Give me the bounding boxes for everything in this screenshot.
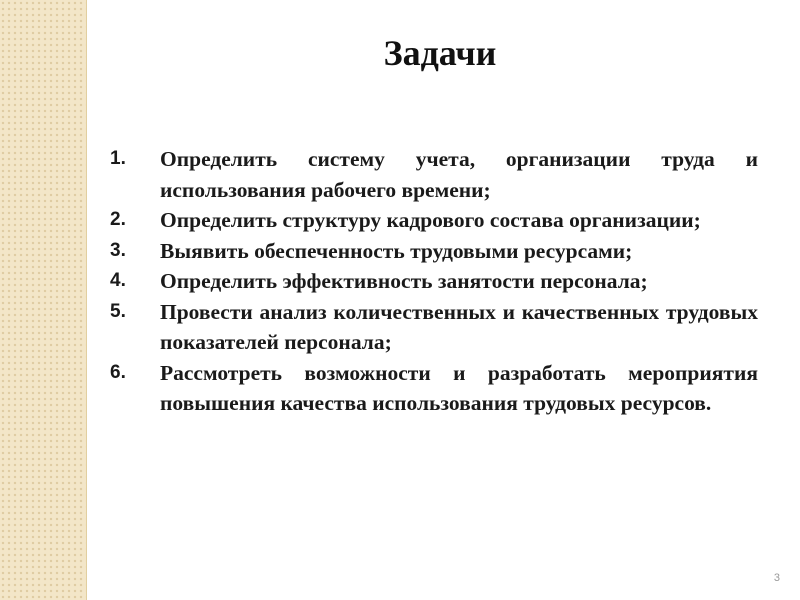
task-text: Определить эффективность занятости персонала; — [160, 269, 648, 293]
slide-title: Задачи — [383, 33, 497, 73]
task-number: 3. — [110, 239, 126, 261]
task-number: 4. — [110, 270, 126, 291]
decorative-side-strip — [0, 0, 87, 600]
task-item — [110, 205, 758, 236]
task-item — [110, 266, 758, 297]
task-text: Провести анализ количественных и качественных трудовых показателей персонала; — [160, 299, 758, 354]
task-item — [110, 144, 758, 205]
task-number: 2. — [110, 209, 126, 230]
task-number: 5. — [110, 300, 126, 322]
task-text: Рассмотреть возможности и разработать мероприятия повышения качества использования трудовых ресурсов. — [160, 360, 758, 415]
task-text: Определить структуру кадрового состава организации; — [160, 208, 701, 232]
task-item — [110, 297, 758, 358]
task-item — [110, 358, 758, 419]
task-number: 6. — [110, 361, 126, 383]
task-text: Выявить обеспеченность трудовыми ресурсами; — [160, 238, 633, 263]
page-number: 3 — [773, 572, 780, 584]
task-item — [110, 236, 758, 267]
task-list — [110, 144, 758, 419]
task-number: 1. — [110, 148, 126, 169]
task-text: Определить систему учета, организации труда и использования рабочего времени; — [160, 147, 758, 202]
